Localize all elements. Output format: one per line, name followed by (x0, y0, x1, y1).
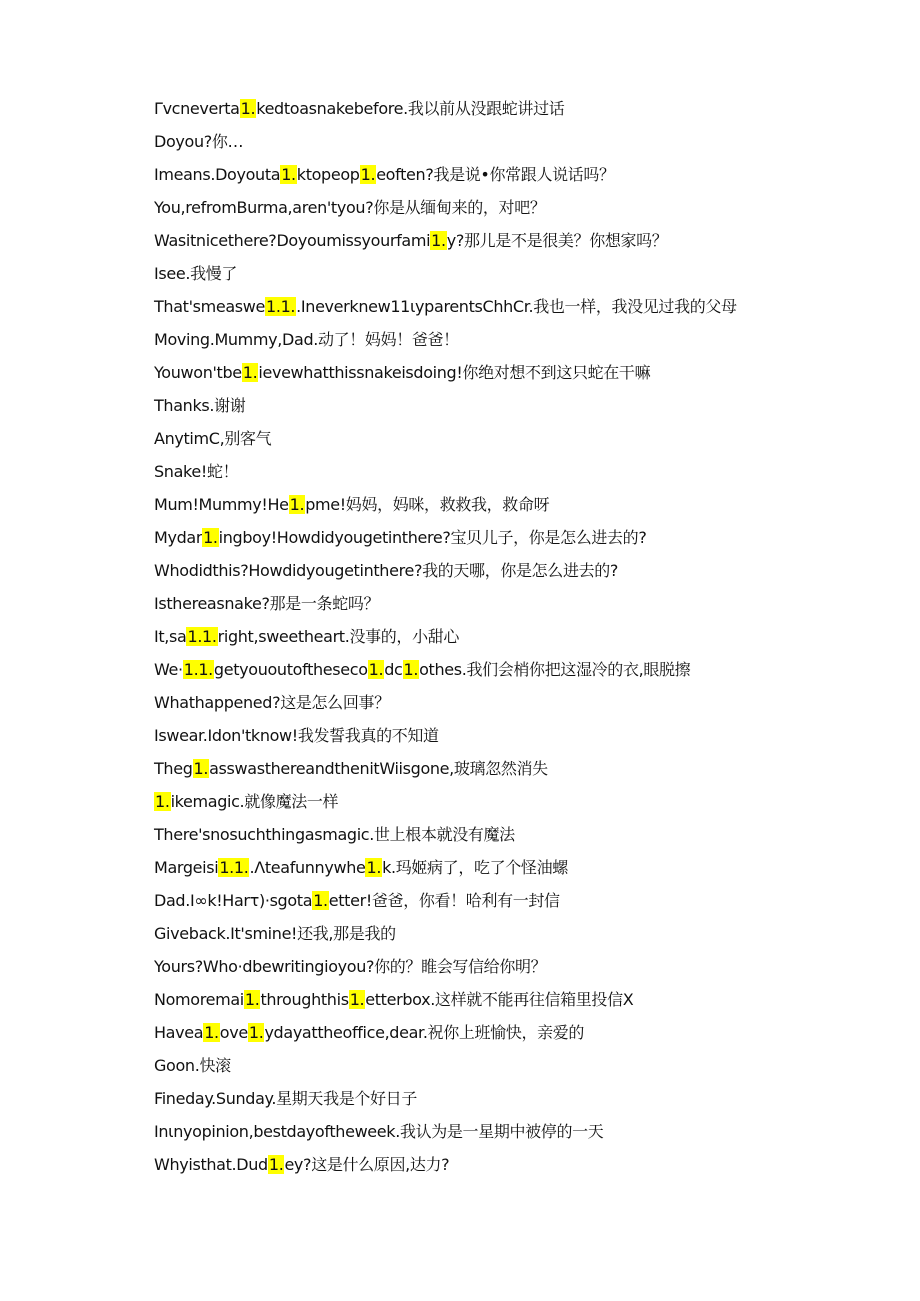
line-text: asswasthereandthenitWiisgone,玻璃忽然消失 (209, 759, 548, 778)
highlighted-text: 1. (203, 528, 218, 547)
highlighted-text: 1. (244, 990, 260, 1009)
subtitle-line (154, 1049, 874, 1082)
subtitle-line (154, 950, 874, 983)
line-text: ydayattheoffice,dear.祝你上班愉快，亲爱的 (264, 1023, 585, 1042)
subtitle-line (154, 125, 874, 158)
subtitle-line (154, 191, 874, 224)
line-text: There'snosuchthingasmagic.世上根本就没有魔法 (154, 825, 515, 844)
highlighted-text: 1.1. (266, 297, 296, 316)
line-text: getyououtoftheseco (213, 660, 368, 679)
subtitle-line (154, 851, 874, 884)
line-text: Inιnyopinion,bestdayoftheweek.我认为是一星期中被停的一天 (154, 1122, 604, 1141)
line-text: Yours?Who·dbewritingioyou?你的？睢会写信给你明？ (154, 957, 547, 976)
subtitle-line (154, 323, 874, 356)
line-text: pme!妈妈，妈咪，救救我，救命呀 (305, 495, 550, 514)
line-text: You,refromBurma,aren'tyou?你是从缅甸来的，对吧？ (154, 198, 546, 217)
line-text: kedtoasnakebefore.我以前从没跟蛇讲过话 (256, 99, 565, 118)
line-text: .Ineverknew11ιyparentsChhCr.我也一样，我没见过我的父母 (296, 297, 737, 316)
highlighted-text: 1. (155, 792, 170, 811)
subtitle-line (154, 455, 874, 488)
line-text: ktopeop (296, 165, 360, 184)
subtitle-line (154, 224, 874, 257)
subtitle-line (154, 422, 874, 455)
subtitle-line (154, 752, 874, 785)
subtitle-line (154, 488, 874, 521)
line-text: dc (384, 660, 403, 679)
line-text: Mum!Mummy!He (154, 495, 289, 514)
subtitle-line (154, 686, 874, 719)
subtitle-line (154, 620, 874, 653)
line-text: Nomoremai (154, 990, 244, 1009)
subtitle-line (154, 389, 874, 422)
line-text: etter!爸爸，你看！哈利有一封信 (328, 891, 560, 910)
line-text: Isee.我慢了 (154, 264, 238, 283)
subtitle-line (154, 884, 874, 917)
line-text: Γvcneverta (154, 99, 240, 118)
line-text: Doyou?你… (154, 132, 244, 151)
line-text: othes.我们会梢你把这湿冷的衣,眼脱擦 (419, 660, 691, 679)
highlighted-text: 1. (431, 231, 446, 250)
line-text: Whyisthat.Dud (154, 1155, 268, 1174)
line-text: It,sa (154, 627, 187, 646)
line-text: Snake!蛇！ (154, 462, 239, 481)
subtitle-line (154, 653, 874, 686)
line-text: throughthis (260, 990, 349, 1009)
line-text: Youwon'tbe (154, 363, 242, 382)
subtitle-line (154, 917, 874, 950)
highlighted-text: 1. (403, 660, 419, 679)
subtitle-line (154, 158, 874, 191)
subtitle-line (154, 1016, 874, 1049)
highlighted-text: 1. (204, 1023, 219, 1042)
line-text: Isthereasnake?那是一条蛇吗？ (154, 594, 380, 613)
line-text: Iswear.Idon'tknow!我发誓我真的不知道 (154, 726, 439, 745)
subtitle-line (154, 983, 874, 1016)
line-text: ikemagic.就像魔法一样 (170, 792, 339, 811)
subtitle-line (154, 521, 874, 554)
subtitle-line (154, 554, 874, 587)
line-text: ey?这是什么原因,达力? (284, 1155, 450, 1174)
line-text: That'smeaswe (154, 297, 266, 316)
line-text: Mydar (154, 528, 203, 547)
subtitle-line (154, 356, 874, 389)
highlighted-text: 1.1. (183, 660, 213, 679)
highlighted-text: 1. (360, 165, 376, 184)
line-text: Whodidthis?Howdidyougetinthere?我的天哪，你是怎么进去的? (154, 561, 619, 580)
highlighted-text: 1. (193, 759, 209, 778)
highlighted-text: 1. (242, 363, 258, 382)
subtitle-line (154, 587, 874, 620)
highlighted-text: 1.1. (219, 858, 249, 877)
line-text: Dad.I∞k!Harτ)·sgota (154, 891, 313, 910)
line-text: Imeans.Doyouta (154, 165, 281, 184)
subtitle-line (154, 1148, 874, 1181)
highlighted-text: 1. (281, 165, 296, 184)
line-text: ove (219, 1023, 248, 1042)
subtitle-line (154, 785, 874, 818)
subtitle-line (154, 92, 874, 125)
line-text: Thanks.谢谢 (154, 396, 246, 415)
line-text: eoften?我是说•你常跟人说话吗？ (376, 165, 615, 184)
line-text: Giveback.It'smine!还我,那是我的 (154, 924, 396, 943)
transcript-document (154, 92, 874, 1181)
line-text: Fineday.Sunday.星期天我是个好日子 (154, 1089, 417, 1108)
line-text: AnytimC,别客气 (154, 429, 272, 448)
highlighted-text: 1. (248, 1023, 264, 1042)
line-text: Whathappened?这是怎么回事？ (154, 693, 390, 712)
line-text: ingboy!Howdidyougetinthere?宝贝儿子，你是怎么进去的? (218, 528, 647, 547)
line-text: We· (154, 660, 183, 679)
line-text: ievewhatthissnakeisdoing!你绝对想不到这只蛇在干嘛 (258, 363, 651, 382)
line-text: y?那儿是不是很美？你想家吗？ (446, 231, 668, 250)
highlighted-text: 1. (268, 1155, 284, 1174)
highlighted-text: 1. (313, 891, 328, 910)
line-text: etterbox.这样就不能再往信箱里投信X (365, 990, 634, 1009)
highlighted-text: 1. (368, 660, 384, 679)
highlighted-text: 1. (366, 858, 382, 877)
highlighted-text: 1. (349, 990, 365, 1009)
line-text: Moving.Mummy,Dad.动了！妈妈！爸爸！ (154, 330, 459, 349)
subtitle-line (154, 719, 874, 752)
line-text: .Λteafunnywhe (249, 858, 366, 877)
line-text: k.玛姬病了，吃了个怪油螺 (382, 858, 568, 877)
line-text: Theg (154, 759, 193, 778)
subtitle-line (154, 818, 874, 851)
line-text: Goon.快滚 (154, 1056, 231, 1075)
highlighted-text: 1.1. (187, 627, 217, 646)
subtitle-line (154, 1115, 874, 1148)
line-text: right,sweetheart.没事的，小甜心 (217, 627, 460, 646)
line-text: Wasitnicethere?Doyoumissyourfami (154, 231, 431, 250)
subtitle-line (154, 257, 874, 290)
highlighted-text: 1. (289, 495, 305, 514)
line-text: Havea (154, 1023, 204, 1042)
line-text: Margeisi (154, 858, 219, 877)
highlighted-text: 1. (240, 99, 256, 118)
subtitle-line (154, 290, 874, 323)
subtitle-line (154, 1082, 874, 1115)
